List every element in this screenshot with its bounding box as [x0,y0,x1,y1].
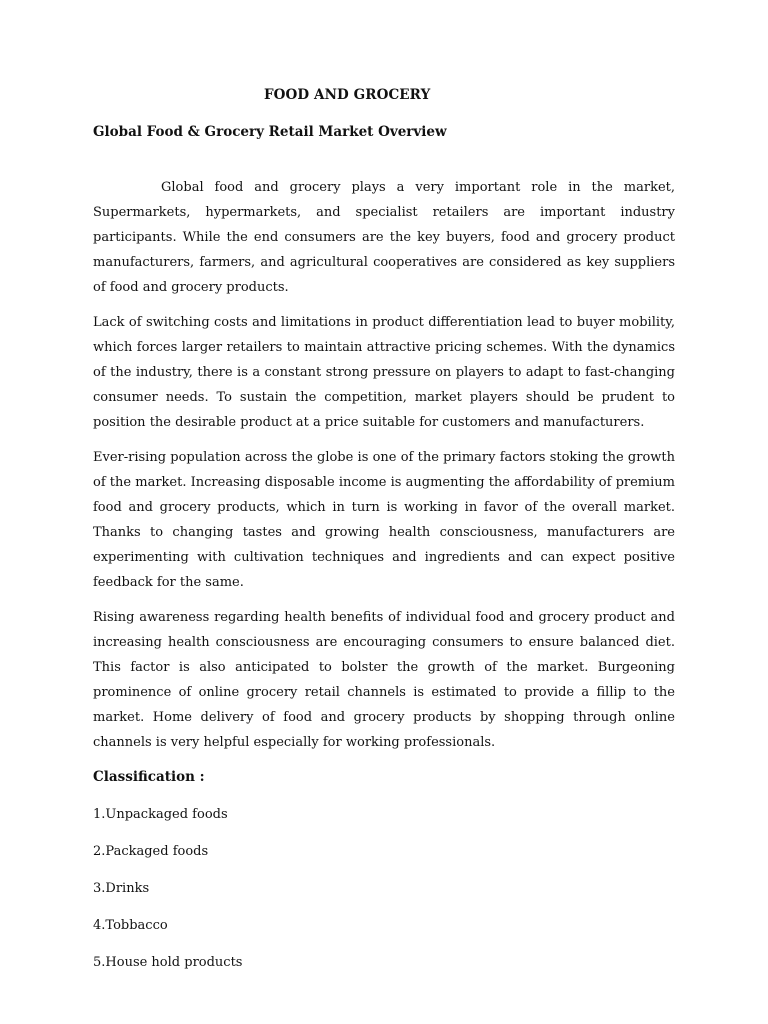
paragraph-4: Rising awareness regarding health benefits of individual food and grocery product and increasing health consciousness are encouraging consumers to ensure balanced diet. This factor is also anticipated to bolster the growth of the market. Burgeoning prominence of online grocery retail channels is estimated to provide a fillip to the market. Home delivery of food and grocery products by shopping through online channels is very helpful especially for working professionals. [93,610,675,750]
paragraph-2: Lack of switching costs and limitations in product differentiation lead to buyer mobility, which forces larger retailers to maintain attractive pricing schemes. With the dynamics of the industry, there is a constant strong pressure on players to adapt to fast-changing consumer needs. To sustain the competition, market players should be prudent to position the desirable product at a price suitable for customers and manufacturers. [93,315,675,430]
document-body [93,175,675,987]
list-item: 4.Tobbacco [93,918,168,933]
paragraph-1: Global food and grocery plays a very important role in the market, Supermarkets, hypermarkets, and specialist retailers are important industry participants. While the end consumers are the key buyers, food and grocery product manufacturers, farmers, and agricultural cooperatives are considered as key suppliers of food and grocery products. [93,180,675,295]
classification-list [93,802,675,975]
classification-heading: Classification : [93,769,205,785]
document-title: FOOD AND GROCERY [264,87,431,103]
list-item: 1.Unpackaged foods [93,807,228,822]
list-item: 5.House hold products [93,955,243,970]
document-subtitle: Global Food & Grocery Retail Market Overview [93,124,447,140]
list-item: 3.Drinks [93,881,150,896]
paragraph-3: Ever-rising population across the globe is one of the primary factors stoking the growth of the market. Increasing disposable income is augmenting the affordability of premium food and grocery products, which in turn is working in favor of the overall market. Thanks to changing tastes and growing health consciousness, manufacturers are experimenting with cultivation techniques and ingredients and can expect positive feedback for the same. [93,450,675,590]
list-item: 2.Packaged foods [93,844,209,859]
